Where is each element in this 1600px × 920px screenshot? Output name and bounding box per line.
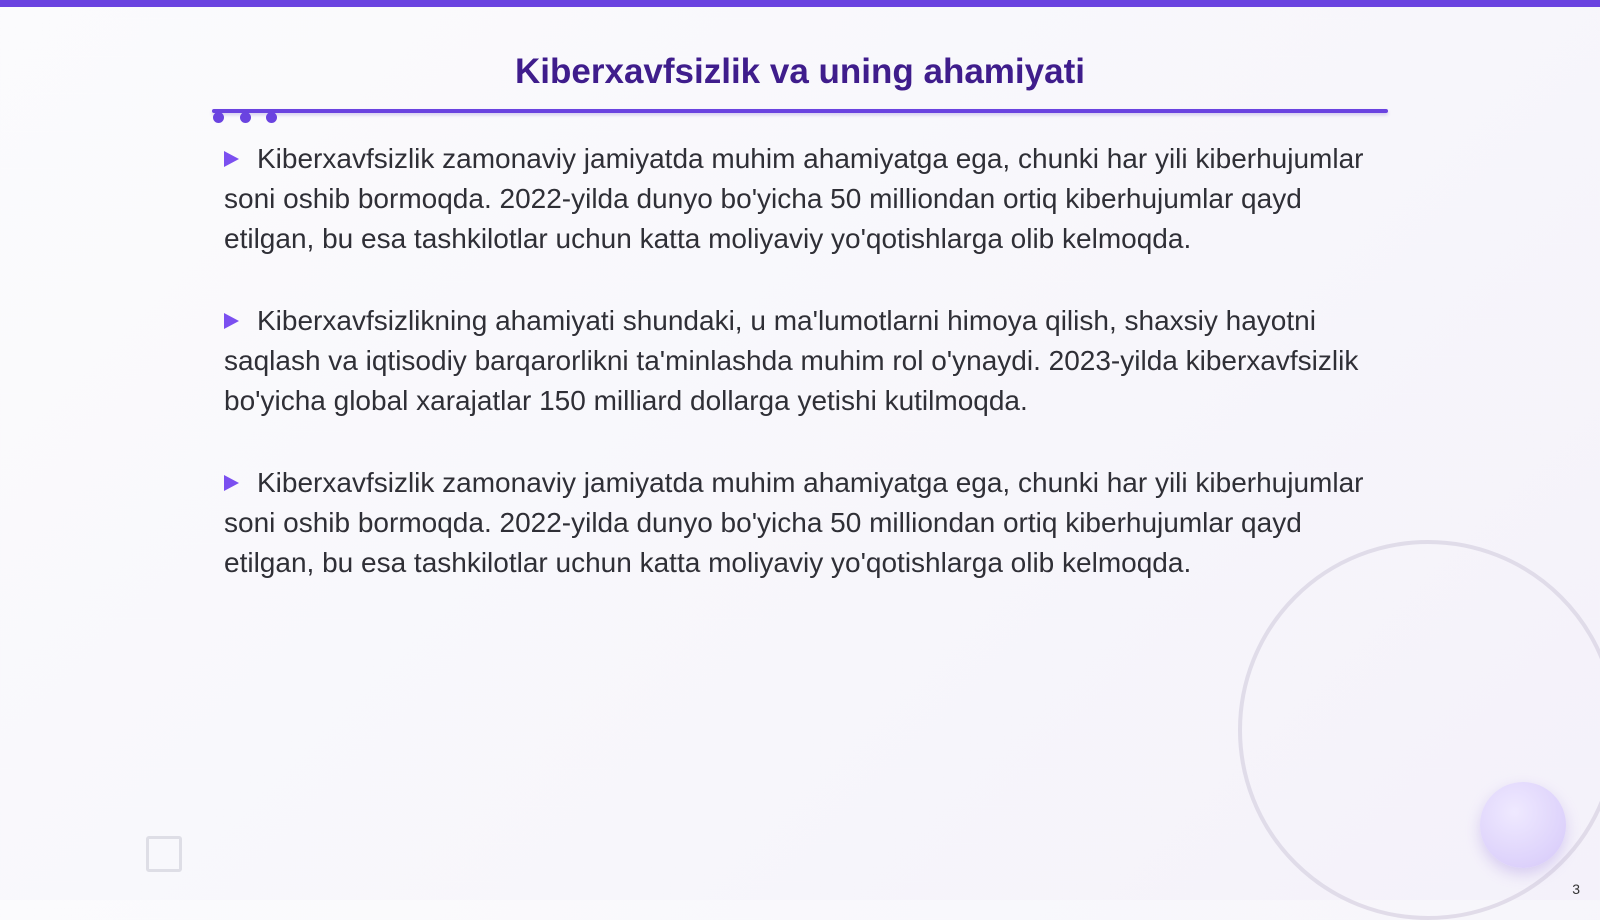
rule-dot [240, 112, 251, 123]
bullet-paragraph [224, 301, 1364, 421]
paragraph-text: Kiberxavfsizlikning ahamiyati shundaki, u ma'lumotlarni himoya qilish, shaxsiy hayotni saqlash va iqtisodiy barqarorlikni ta'minlashda muhim rol o'ynaydi. 2023-yilda kiberxavfsizlik bo'yicha global xarajatlar 150 milliard dollarga yetishi kutilmoqda. [224, 305, 1359, 416]
bullet-paragraph [224, 463, 1364, 583]
triangle-right-icon [224, 151, 239, 167]
decorative-circle [1238, 540, 1600, 920]
title-underline [212, 109, 1388, 113]
bullet-paragraph [224, 139, 1364, 259]
slide-title: Kiberxavfsizlik va uning ahamiyati [515, 52, 1085, 91]
slide-body [224, 139, 1364, 625]
paragraph-text: Kiberxavfsizlik zamonaviy jamiyatda muhim ahamiyatga ega, chunki har yili kiberhujumlar soni oshib bormoqda. 2022-yilda dunyo bo'yicha 50 milliondan ortiq kiberhujumlar qayd etilgan, bu esa tashkilotlar uchun katta moliyaviy yo'qotishlarga olib kelmoqda. [224, 467, 1364, 578]
decorative-blob [1480, 782, 1566, 868]
page-number: 3 [1572, 881, 1580, 897]
rule-dot [213, 112, 224, 123]
triangle-right-icon [224, 475, 239, 491]
paragraph-text: Kiberxavfsizlik zamonaviy jamiyatda muhim ahamiyatga ega, chunki har yili kiberhujumlar soni oshib bormoqda. 2022-yilda dunyo bo'yicha 50 milliondan ortiq kiberhujumlar qayd etilgan, bu esa tashkilotlar uchun katta moliyaviy yo'qotishlarga olib kelmoqda. [224, 143, 1364, 254]
decorative-square [146, 836, 182, 872]
top-accent-bar [0, 0, 1600, 7]
triangle-right-icon [224, 313, 239, 329]
rule-dot [266, 112, 277, 123]
